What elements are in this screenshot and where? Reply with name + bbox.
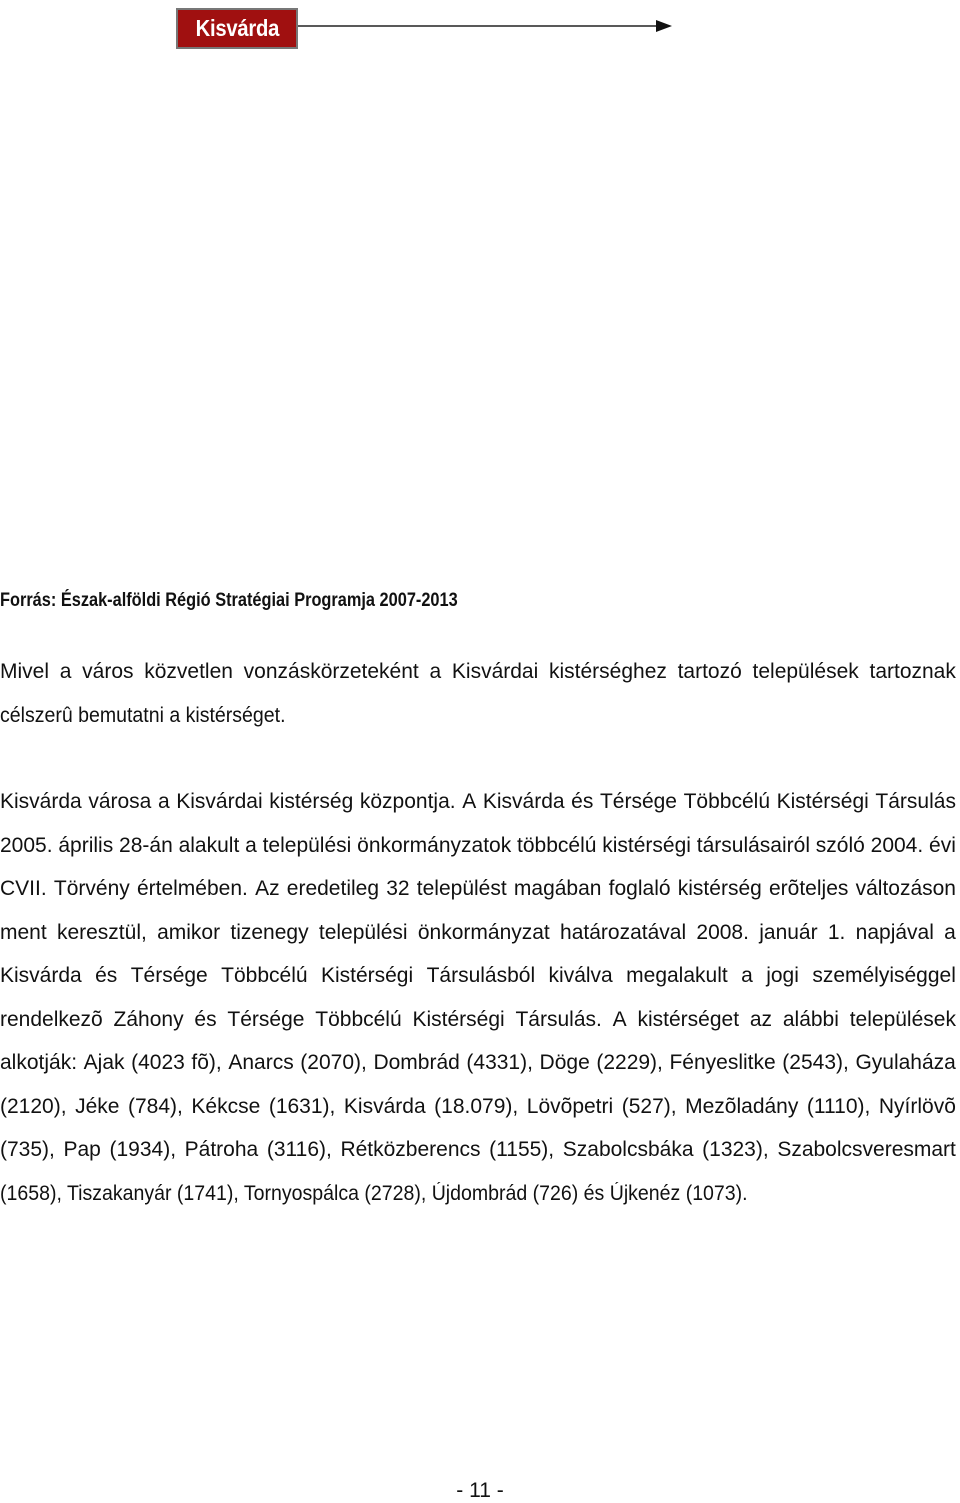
word: szóló bbox=[815, 833, 865, 857]
word: (735), bbox=[0, 1138, 55, 1161]
word: Fényeslitke bbox=[669, 1051, 776, 1074]
word: (1631), bbox=[268, 1094, 336, 1118]
paragraph-line bbox=[0, 780, 956, 824]
map-label-text: Kisvárda bbox=[195, 15, 279, 41]
word: fõ), bbox=[191, 1051, 222, 1074]
word: alakult bbox=[178, 833, 240, 857]
word: települések bbox=[752, 660, 859, 683]
word: (1323), bbox=[702, 1138, 769, 1161]
word: vonzáskörzeteként bbox=[243, 660, 419, 683]
word: Lövõpetri bbox=[526, 1094, 614, 1118]
word: tartozó bbox=[677, 660, 742, 683]
word: kistérséget bbox=[637, 1007, 740, 1031]
word: alábbi bbox=[782, 1007, 839, 1031]
word: Mivel bbox=[0, 660, 50, 683]
word: (2229), bbox=[596, 1051, 663, 1074]
paragraph-line bbox=[0, 650, 956, 694]
word: Kistérségi bbox=[776, 790, 869, 813]
word: (2543), bbox=[782, 1051, 849, 1074]
word: Jéke bbox=[75, 1094, 120, 1118]
word: Döge bbox=[539, 1051, 590, 1074]
word: Gyulaháza bbox=[855, 1051, 956, 1074]
word: Szabolcsbáka bbox=[562, 1138, 694, 1161]
word: (1155), bbox=[489, 1138, 555, 1161]
word: Kisvárdai bbox=[451, 660, 539, 683]
paragraph-line bbox=[0, 1041, 956, 1085]
intro-paragraph bbox=[0, 650, 956, 737]
word: Többcélú bbox=[221, 964, 308, 987]
paragraph-line bbox=[0, 1085, 956, 1129]
word: Többcélú bbox=[683, 790, 770, 813]
word: települési bbox=[318, 920, 408, 944]
page-number: - 11 - bbox=[456, 1479, 504, 1502]
word: kistérség bbox=[269, 790, 354, 813]
word: Társulásból bbox=[426, 964, 536, 987]
word: értelmében. bbox=[136, 877, 248, 900]
word: foglaló bbox=[608, 877, 671, 900]
paragraph-line: (1658), Tiszakanyár (1741), Tornyospálca (2728), Újdombrád (726) és Újkenéz (1073). bbox=[0, 1181, 748, 1205]
word: (3116), bbox=[266, 1138, 332, 1161]
body-paragraph bbox=[0, 780, 956, 1215]
word: és bbox=[194, 1007, 217, 1031]
word: CVII. bbox=[0, 877, 47, 900]
word: kistérséghez bbox=[548, 660, 667, 683]
word: keresztül, bbox=[56, 920, 147, 944]
word: Dombrád bbox=[373, 1051, 460, 1074]
word: Kisvárda bbox=[0, 964, 82, 987]
word: (18.079), bbox=[434, 1094, 519, 1118]
word: kistérségi bbox=[602, 833, 691, 857]
word: és bbox=[95, 964, 118, 987]
word: 28-án bbox=[119, 833, 173, 857]
word: (784), bbox=[128, 1094, 183, 1118]
word: társulásairól bbox=[696, 833, 810, 857]
word: a bbox=[944, 920, 956, 944]
word: A bbox=[612, 1007, 627, 1031]
word: települések bbox=[849, 1007, 956, 1031]
word: A bbox=[462, 790, 477, 813]
word: Kisvárda bbox=[0, 790, 82, 813]
word: 2008. bbox=[696, 920, 749, 944]
word: alkotják: bbox=[0, 1051, 78, 1074]
word: többcélú bbox=[517, 833, 597, 857]
word: Törvény bbox=[53, 877, 130, 900]
word: városa bbox=[88, 790, 152, 813]
word: Többcélú bbox=[315, 1007, 402, 1031]
word: a bbox=[429, 660, 442, 683]
paragraph-line bbox=[0, 867, 956, 911]
word: Kékcse bbox=[191, 1094, 261, 1118]
word: április bbox=[58, 833, 114, 857]
word: az bbox=[749, 1007, 773, 1031]
word: közvetlen bbox=[144, 660, 233, 683]
word: magában bbox=[513, 877, 602, 900]
word: Nyírlövõ bbox=[878, 1094, 956, 1118]
word: a bbox=[59, 660, 72, 683]
word: jogi bbox=[766, 964, 799, 987]
word: (2120), bbox=[0, 1094, 67, 1118]
word: kistérség bbox=[677, 877, 762, 900]
word: és bbox=[571, 790, 594, 813]
word: évi bbox=[929, 833, 956, 857]
word: 1. bbox=[827, 920, 846, 944]
word: Térsége bbox=[130, 964, 208, 987]
word: Kistérségi bbox=[412, 1007, 505, 1031]
word: 2004. bbox=[870, 833, 924, 857]
map-label-box bbox=[176, 8, 298, 49]
word: Pap bbox=[63, 1138, 101, 1161]
word: a bbox=[157, 790, 170, 813]
word: január bbox=[759, 920, 818, 944]
word: Anarcs bbox=[228, 1051, 294, 1074]
word: a bbox=[245, 833, 257, 857]
word: Záhony bbox=[113, 1007, 184, 1031]
paragraph-line: célszerû bemutatni a kistérséget. bbox=[0, 703, 286, 727]
word: személyiséggel bbox=[812, 964, 956, 987]
word: önkormányzat bbox=[417, 920, 550, 944]
word: rendelkezõ bbox=[0, 1007, 103, 1031]
word: Térsége bbox=[227, 1007, 305, 1031]
word: Pátroha bbox=[184, 1138, 259, 1161]
word: Szabolcsveresmart bbox=[777, 1138, 956, 1161]
word: (527), bbox=[621, 1094, 677, 1118]
source-caption: Forrás: Észak-alföldi Régió Stratégiai Programja 2007-2013 bbox=[0, 590, 458, 611]
word: változáson bbox=[855, 877, 956, 900]
word: Az bbox=[255, 877, 280, 900]
word: ment bbox=[0, 920, 47, 944]
word: Kisvárdai bbox=[176, 790, 263, 813]
word: kiválva bbox=[548, 964, 613, 987]
word: 32 bbox=[386, 877, 410, 900]
word: amikor bbox=[157, 920, 221, 944]
word: (4331), bbox=[466, 1051, 533, 1074]
paragraph-line bbox=[0, 954, 956, 998]
word: Térsége bbox=[599, 790, 677, 813]
word: (2070), bbox=[300, 1051, 367, 1074]
word: települési bbox=[262, 833, 352, 857]
word: város bbox=[82, 660, 134, 683]
word: (1110), bbox=[806, 1094, 871, 1118]
word: települést bbox=[416, 877, 507, 900]
paragraph-line bbox=[0, 824, 956, 868]
word: Mezõladány bbox=[685, 1094, 799, 1118]
word: önkormányzatok bbox=[357, 833, 512, 857]
word: határozatával bbox=[560, 920, 687, 944]
arrow-icon bbox=[298, 16, 678, 36]
word: a bbox=[741, 964, 753, 987]
word: megalakult bbox=[626, 964, 728, 987]
word: központja. bbox=[359, 790, 456, 813]
word: (1934), bbox=[109, 1138, 177, 1161]
word: tizenegy bbox=[230, 920, 309, 944]
word: Kistérségi bbox=[320, 964, 414, 987]
word: eredetileg bbox=[286, 877, 380, 900]
word: Társulás. bbox=[515, 1007, 602, 1031]
word: erõteljes bbox=[769, 877, 849, 900]
word: (4023 bbox=[131, 1051, 185, 1074]
paragraph-line bbox=[0, 998, 956, 1042]
paragraph-line bbox=[0, 911, 956, 955]
word: Ajak bbox=[83, 1051, 125, 1074]
word: Kisvárda bbox=[343, 1094, 426, 1118]
word: 2005. bbox=[0, 833, 53, 857]
paragraph-line bbox=[0, 1128, 956, 1172]
word: Rétközberencs bbox=[340, 1138, 481, 1161]
word: Társulás bbox=[875, 790, 956, 813]
word: Kisvárda bbox=[482, 790, 565, 813]
word: tartoznak bbox=[869, 660, 956, 683]
word: napjával bbox=[855, 920, 934, 944]
